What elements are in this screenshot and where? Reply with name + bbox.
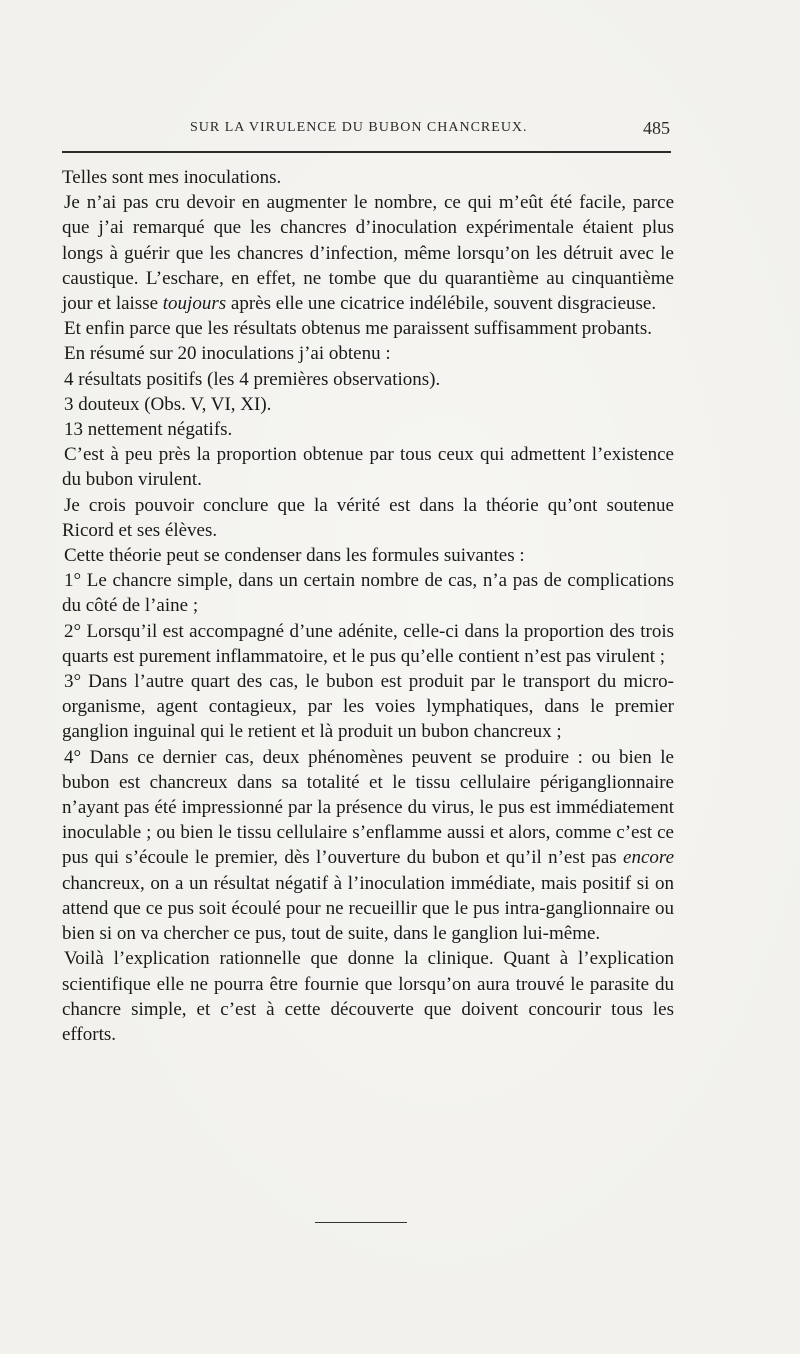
paragraph: Je crois pouvoir conclure que la vérité est dans la théorie qu’ont soutenue Ricord et ses élèves. xyxy=(62,494,674,541)
paragraph: Et enfin parce que les résultats obtenus me paraissent suffisamment probants. xyxy=(64,318,652,340)
result-line: 13 nettement négatifs. xyxy=(64,419,233,441)
header-rule xyxy=(62,151,671,153)
paragraph: Je n’ai pas cru devoir en augmenter le nombre, ce qui m’eût été facile, parce que j’ai remarqué que les chancres d’inoculation expérimentale étaient plus longs à guérir que les chancres d’infection, même lorsqu’on les détruit avec le caustique. L’eschare, en effet, ne tombe que du quarantième au cinquantième jour et laisse toujours après elle une cicatrice indélébile, souvent disgracieuse. xyxy=(62,192,674,315)
body-text xyxy=(62,165,674,1047)
page-number: 485 xyxy=(643,118,670,138)
formula-item: 1° Le chancre simple, dans un certain nombre de cas, n’a pas de complications du côté de l’aine ; xyxy=(62,570,674,617)
paragraph: Telles sont mes inoculations. xyxy=(62,167,282,188)
formula-item: 4° Dans ce dernier cas, deux phénomènes peuvent se produire : ou bien le bubon est chancreux dans sa totalité et le tissu cellulaire périganglionnaire n’ayant pas été impressionné par la présence du virus, le pus est immédiatement inoculable ; ou bien le tissu cellulaire s’enflamme aussi et alors, comme c’est ce pus qui s’écoule le premier, dès l’ouverture du bubon et qu’il n’est pas encore chancreux, on a un résultat négatif à l’inoculation immédiate, mais positif si on attend que ce pus soit écoulé pour ne recueillir que le pus intra-ganglionnaire ou bien si on va chercher ce pus, tout de suite, dans le ganglion lui-même. xyxy=(62,746,675,945)
formula-item: 3° Dans l’autre quart des cas, le bubon est produit par le transport du micro-organisme, agent contagieux, par les voies lymphatiques, dans le premier ganglion inguinal qui le retient et là produit un bubon chancreux ; xyxy=(62,671,674,743)
paragraph: En résumé sur 20 inoculations j’ai obtenu : xyxy=(64,343,391,365)
italic-emphasis: toujours xyxy=(162,293,227,315)
running-title: SUR LA VIRULENCE DU BUBON CHANCREUX. xyxy=(190,120,528,135)
result-line: 3 douteux (Obs. V, VI, XI). xyxy=(64,393,272,415)
paragraph: C’est à peu près la proportion obtenue par tous ceux qui admettent l’existence du bubon virulent. xyxy=(62,444,674,491)
paragraph: Voilà l’explication rationnelle que donne la clinique. Quant à l’explication scientifique elle ne pourra être fournie que lorsqu’on aura trouvé le parasite du chancre simple, et c’est à cette découverte que doivent concourir tous les efforts. xyxy=(62,948,674,1045)
section-end-rule xyxy=(315,1222,407,1223)
running-header xyxy=(190,118,670,140)
paragraph: Cette théorie peut se condenser dans les formules suivantes : xyxy=(64,545,525,567)
formula-item: 2° Lorsqu’il est accompagné d’une adénite, celle-ci dans la proportion des trois quarts est purement inflammatoire, et le pus qu’elle contient n’est pas virulent ; xyxy=(62,620,674,667)
result-line: 4 résultats positifs (les 4 premières observations). xyxy=(64,368,441,390)
italic-emphasis: encore xyxy=(623,847,675,869)
